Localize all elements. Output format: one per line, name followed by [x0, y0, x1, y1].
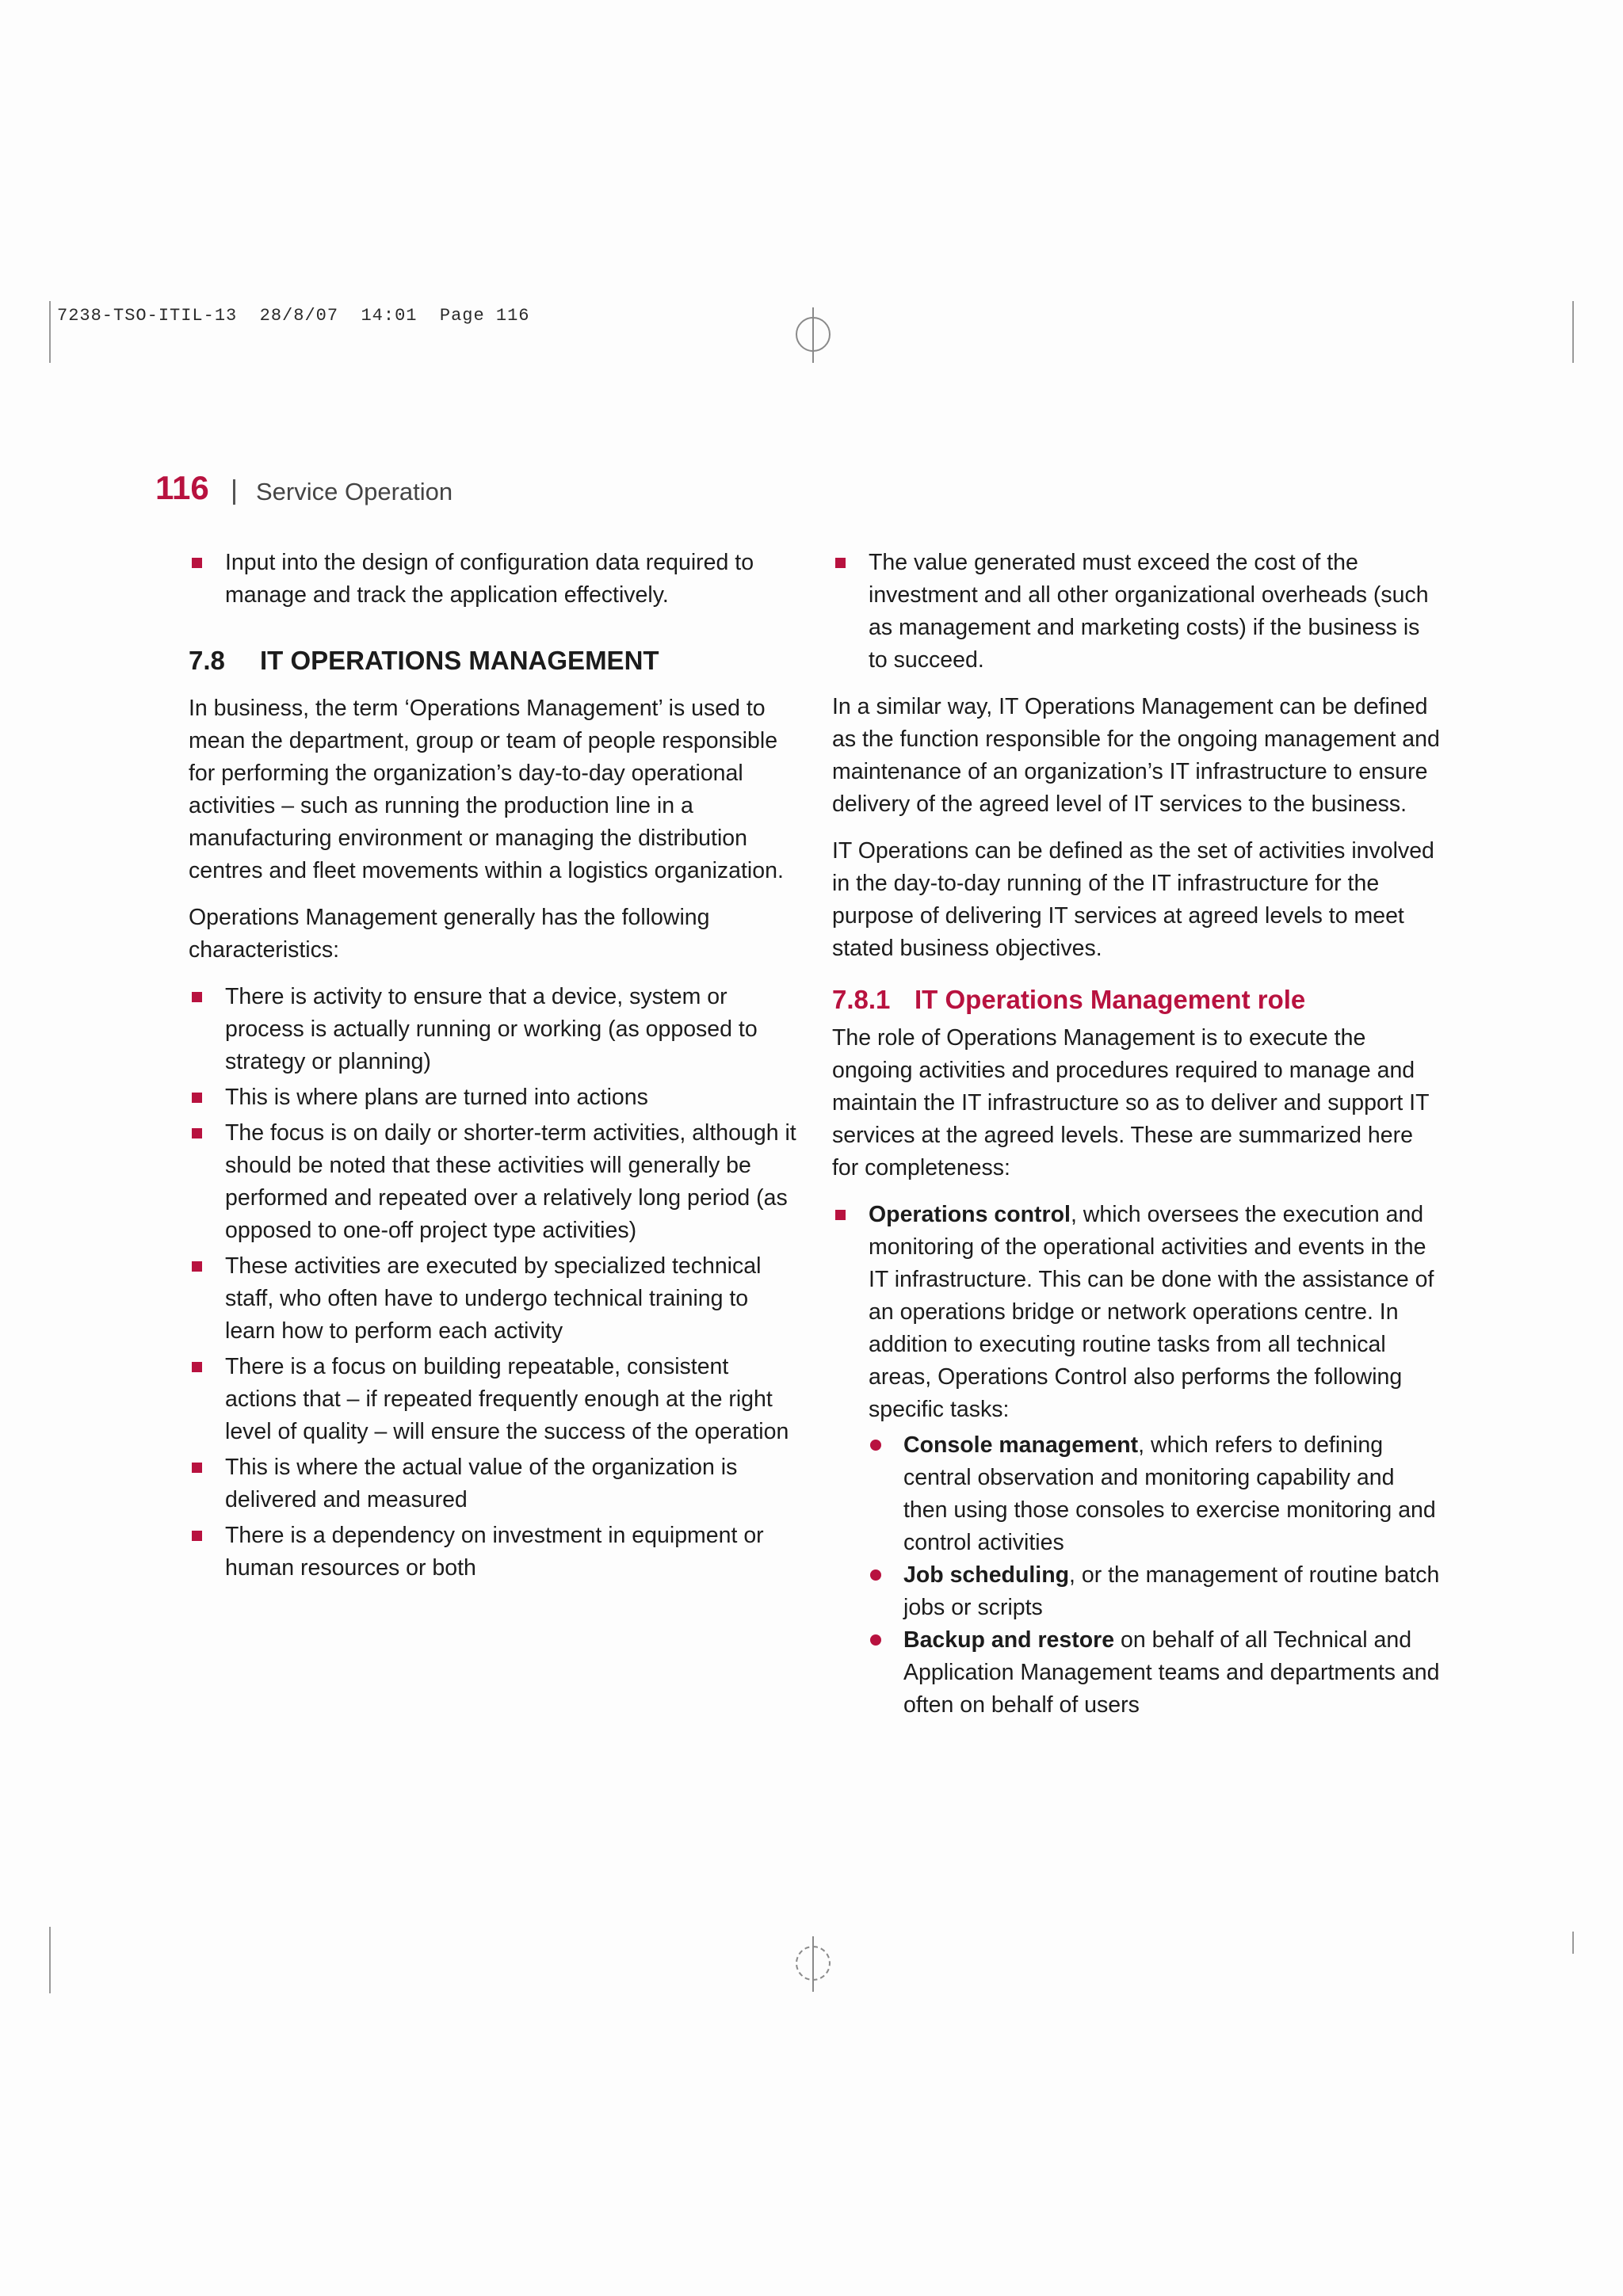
intro-bullet-list — [189, 547, 799, 612]
right-column — [832, 547, 1442, 1736]
list-item-text: This is where plans are turned into actions — [225, 1085, 648, 1110]
square-bullet-icon — [835, 558, 846, 568]
list-item-text: These activities are executed by specialized technical staff, who often have to undergo technical training to learn how to perform each activity — [225, 1253, 762, 1344]
role-list — [832, 1199, 1442, 1722]
list-item — [832, 1199, 1442, 1722]
term: Job scheduling — [903, 1562, 1070, 1588]
list-item-text: This is where the actual value of the organization is delivered and measured — [225, 1455, 738, 1512]
list-item — [869, 1559, 1442, 1624]
term: Backup and restore — [903, 1627, 1115, 1653]
list-item-text: Input into the design of configuration data required to manage and track the application effectively. — [225, 550, 754, 608]
list-item — [189, 1351, 799, 1448]
square-bullet-icon — [835, 1210, 846, 1220]
list-item-text: , or the management of routine batch jobs or scripts — [903, 1562, 1440, 1620]
list-item-text: The focus is on daily or shorter-term activities, although it should be noted that these activities will generally be performed and repeated over a relatively long period (as opposed to one-off project type activities) — [225, 1120, 796, 1243]
square-bullet-icon — [192, 1531, 202, 1541]
paragraph: Operations Management generally has the following characteristics: — [189, 905, 710, 963]
term: Console management — [903, 1432, 1139, 1458]
list-item-text: on behalf of all Technical and Application Management teams and departments and often on behalf of users — [903, 1627, 1440, 1718]
list-item — [189, 1520, 799, 1585]
term: Operations control — [869, 1202, 1071, 1227]
list-item-text: There is a dependency on investment in equipment or human resources or both — [225, 1523, 764, 1581]
crop-mark-top-left — [49, 301, 51, 363]
square-bullet-icon — [192, 1362, 202, 1372]
sub-task-list — [869, 1429, 1442, 1722]
round-bullet-icon — [870, 1440, 881, 1451]
paragraph: In a similar way, IT Operations Management can be defined as the function responsible for the ongoing management and maintenance of an organization’s IT infrastructure to ensure delivery of the agreed level of IT services to the business. — [832, 694, 1440, 817]
list-item — [189, 1117, 799, 1247]
running-title: Service Operation — [256, 478, 453, 505]
left-column — [189, 547, 799, 1599]
square-bullet-icon — [192, 1261, 202, 1272]
subsection-number: 7.8.1 — [832, 985, 891, 1014]
characteristics-list — [189, 981, 799, 1585]
list-item — [832, 547, 1442, 677]
list-item — [189, 1081, 799, 1114]
crop-mark-bottom-left — [49, 1927, 51, 1993]
round-bullet-icon — [870, 1569, 881, 1581]
square-bullet-icon — [192, 558, 202, 568]
registration-mark-bottom — [796, 1946, 831, 1981]
section-number: 7.8 — [189, 646, 225, 675]
paragraph: In business, the term ‘Operations Management’ is used to mean the department, group or team of people responsible for performing the organization’s day-to-day operational activities – such as running the production line in a manufacturing environment or managing the distribution centres and fleet movements within a logistics organization. — [189, 696, 784, 883]
section-title: IT OPERATIONS MANAGEMENT — [260, 646, 659, 675]
list-item-text: There is activity to ensure that a device, system or process is actually running or working (as opposed to strategy or planning) — [225, 984, 758, 1074]
square-bullet-icon — [192, 1128, 202, 1138]
subsection-heading — [832, 982, 1442, 1017]
square-bullet-icon — [192, 1093, 202, 1103]
round-bullet-icon — [870, 1634, 881, 1646]
square-bullet-icon — [192, 992, 202, 1002]
list-item-text: , which refers to defining central observation and monitoring capability and then using those consoles to exercise monitoring and control activities — [903, 1432, 1436, 1555]
page-number: 116 — [155, 469, 209, 506]
list-item — [189, 547, 799, 612]
header-separator — [233, 479, 235, 505]
list-item — [189, 981, 799, 1078]
list-item-text: The value generated must exceed the cost of the investment and all other organizational overheads (such as management and marketing costs) if the business is to succeed. — [869, 550, 1429, 673]
section-heading — [189, 643, 799, 678]
paragraph: The role of Operations Management is to execute the ongoing activities and procedures required to manage and maintain the IT infrastructure so as to deliver and support IT services at the agreed levels. These are summarized here for completeness: — [832, 1025, 1429, 1180]
crop-mark-bottom-right — [1572, 1932, 1574, 1954]
list-item-text: , which oversees the execution and monitoring of the operational activities and events in the IT infrastructure. This can be done with the assistance of an operations bridge or network operations centre. In addition to executing routine tasks from all technical areas, Operations Control also performs the following specific tasks: — [869, 1202, 1434, 1422]
list-item — [189, 1250, 799, 1348]
paragraph: IT Operations can be defined as the set of activities involved in the day-to-day running of the IT infrastructure for the purpose of delivering IT services at agreed levels to meet stated business objectives. — [832, 838, 1434, 961]
list-item — [869, 1624, 1442, 1722]
square-bullet-icon — [192, 1463, 202, 1473]
crop-mark-top-right — [1572, 301, 1574, 363]
list-item — [189, 1451, 799, 1516]
top-bullet-list — [832, 547, 1442, 677]
registration-mark-top — [796, 317, 831, 352]
list-item — [869, 1429, 1442, 1559]
printer-slug: 7238-TSO-ITIL-13 28/8/07 14:01 Page 116 — [57, 306, 530, 326]
subsection-title: IT Operations Management role — [915, 985, 1306, 1014]
list-item-text: There is a focus on building repeatable, consistent actions that – if repeated frequently enough at the right level of quality – will ensure the success of the operation — [225, 1354, 789, 1444]
